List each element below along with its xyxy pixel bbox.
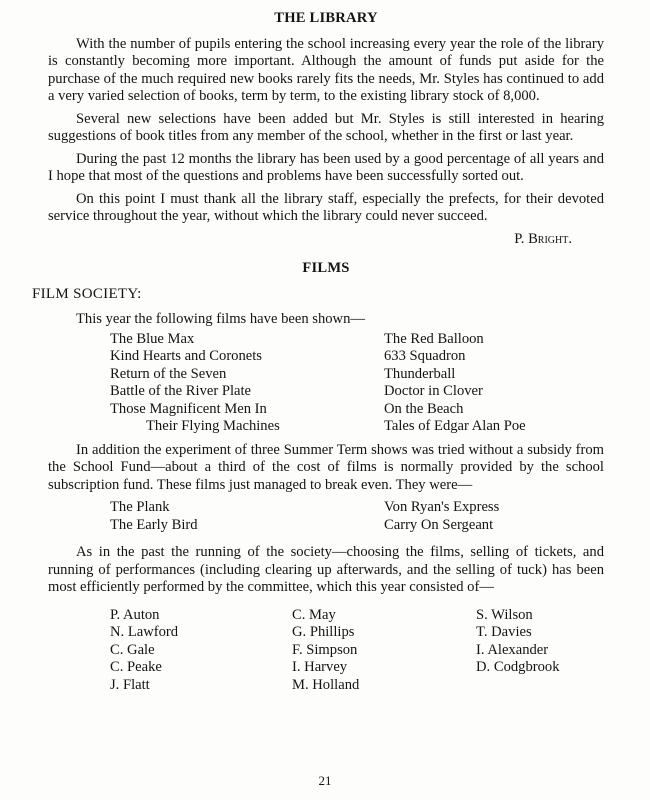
signature-name: Bright. xyxy=(528,230,572,247)
film-title: Doctor in Clover xyxy=(384,383,483,399)
film-title-continuation: Their Flying Machines xyxy=(146,418,280,434)
committee-member: S. Wilson xyxy=(476,606,533,623)
library-paragraph: During the past 12 months the library has been used by a good percentage of all years and I hope that most of the questions and problems have been successfully sorted out. xyxy=(48,150,604,184)
film-title: Thunderball xyxy=(384,365,456,382)
committee-member: C. May xyxy=(292,606,336,623)
films-intro: This year the following films have been shown— xyxy=(76,311,365,327)
library-heading: THE LIBRARY xyxy=(274,10,378,26)
committee-member: T. Davies xyxy=(476,624,532,640)
committee-column xyxy=(110,607,292,695)
committee-member: D. Codgbrook xyxy=(476,659,560,675)
page-number: 21 xyxy=(318,773,332,788)
library-paragraph: On this point I must thank all the library staff, especially the prefects, for their devoted service throughout the year, without which the library could never succeed. xyxy=(48,190,604,224)
film-title: Return of the Seven xyxy=(110,365,227,382)
library-signature xyxy=(48,231,604,249)
films-shown-list xyxy=(110,331,604,436)
summer-shows-paragraph: In addition the experiment of three Summer Term shows was tried without a subsidy from the School Fund—about a third of the cost of films is normally provided by the school subscription fund. These films just managed to break even. They were— xyxy=(48,441,604,493)
library-paragraph: With the number of pupils entering the school increasing every year the role of the library is constantly becoming more important. Although the amount of funds put aside for the purchase of the much required new books rarely fits the needs, Mr. Styles has continued to add a very varied selection of books, term by term, to the existing library stock of 8,000. xyxy=(48,35,604,104)
film-title: The Early Bird xyxy=(110,516,198,533)
committee-member: P. Auton xyxy=(110,606,160,623)
films-heading: FILMS xyxy=(302,260,350,276)
committee-member: C. Peake xyxy=(110,659,162,675)
committee-member: M. Holland xyxy=(292,676,360,693)
committee-member: C. Gale xyxy=(110,641,155,658)
library-paragraph: Several new selections have been added but Mr. Styles is still interested in hearing suggestions of book titles from any member of the school, whether in the first or last year. xyxy=(48,110,604,144)
film-title: The Plank xyxy=(110,499,170,515)
film-title: On the Beach xyxy=(384,400,464,417)
committee-member: I. Alexander xyxy=(476,641,549,658)
film-title: Tales of Edgar Alan Poe xyxy=(384,418,526,434)
committee-column xyxy=(292,607,476,695)
committee-member: I. Harvey xyxy=(292,659,348,675)
summer-films-list xyxy=(110,499,604,534)
film-society-subheading: FILM SOCIETY: xyxy=(32,285,142,302)
film-title: 633 Squadron xyxy=(384,348,466,364)
film-title: Battle of the River Plate xyxy=(110,383,252,399)
committee-member: F. Simpson xyxy=(292,641,358,658)
film-title: Kind Hearts and Coronets xyxy=(110,348,262,364)
film-title: The Red Balloon xyxy=(384,330,484,347)
committee-member: G. Phillips xyxy=(292,624,355,640)
film-title: Carry On Sergeant xyxy=(384,516,494,533)
film-title: The Blue Max xyxy=(110,330,195,347)
committee-paragraph: As in the past the running of the society—choosing the films, selling of tickets, and running of performances (including clearing up afterwards, and the selling of tuck) has been most efficiently performed by the committee, which this year consisted of— xyxy=(48,544,604,595)
film-title: Those Magnificent Men In xyxy=(110,400,267,417)
committee-member: N. Lawford xyxy=(110,624,179,640)
signature-initial: P. xyxy=(514,230,529,247)
film-title: Von Ryan's Express xyxy=(384,499,500,515)
committee-column xyxy=(476,607,626,695)
page xyxy=(32,10,604,694)
committee-member: J. Flatt xyxy=(110,676,150,693)
committee-list xyxy=(110,607,604,695)
